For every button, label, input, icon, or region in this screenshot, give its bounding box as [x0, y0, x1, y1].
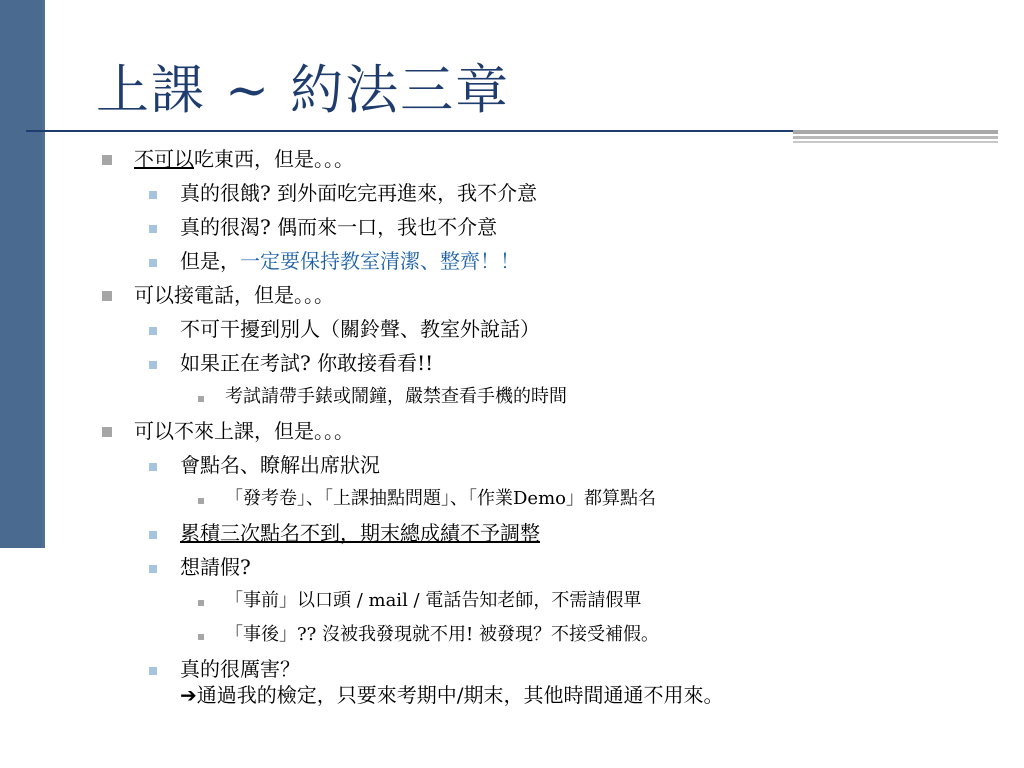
square-bullet-icon: [149, 667, 157, 675]
square-bullet-icon: [149, 463, 157, 471]
item-text: 不可干擾到別人（關鈴聲、教室外說話）: [180, 317, 540, 341]
square-bullet-icon: [102, 427, 112, 437]
square-bullet-icon: [149, 191, 157, 199]
slide-body: [100, 142, 1000, 710]
left-accent-bar: [0, 0, 45, 548]
list-item: [100, 210, 1000, 244]
emphasis-text: 不可以: [134, 147, 194, 171]
item-text: 但是，: [180, 249, 240, 273]
list-item: [100, 584, 1000, 618]
list-item: [100, 482, 1000, 516]
item-text: 想請假?: [180, 555, 251, 579]
square-bullet-icon: [149, 259, 157, 267]
square-bullet-icon: [102, 291, 112, 301]
square-bullet-icon: [198, 498, 204, 504]
square-bullet-icon: [198, 634, 204, 640]
list-item: [100, 516, 1000, 550]
list-item: [100, 448, 1000, 482]
list-item: [100, 142, 1000, 176]
list-item: [100, 176, 1000, 210]
right-arrow-icon: ➔: [180, 683, 197, 707]
list-item: [100, 618, 1000, 652]
list-item: [100, 244, 1000, 278]
item-text: 如果正在考試? 你敢接看看!!: [180, 351, 434, 375]
square-bullet-icon: [149, 225, 157, 233]
list-item: [100, 346, 1000, 380]
item-text: 「事後」?? 沒被我發現就不用! 被發現？不接受補假。: [225, 624, 659, 645]
item-text: 考試請帶手錶或鬧鐘，嚴禁查看手機的時間: [225, 386, 567, 407]
square-bullet-icon: [149, 565, 157, 573]
square-bullet-icon: [102, 155, 112, 165]
emphasis-text: 累積三次點名不到，期末總成績不予調整: [180, 521, 540, 545]
list-item: [100, 414, 1000, 448]
square-bullet-icon: [198, 396, 204, 402]
list-item: [100, 312, 1000, 346]
highlight-text: 一定要保持教室清潔、整齊！！: [240, 249, 520, 273]
list-item: [100, 278, 1000, 312]
item-text: 可以接電話，但是。。。: [134, 283, 334, 307]
item-text: 「事前」以口頭 / mail / 電話告知老師，不需請假單: [225, 590, 642, 611]
square-bullet-icon: [149, 327, 157, 335]
square-bullet-icon: [149, 531, 157, 539]
list-item: [100, 550, 1000, 584]
item-text: 會點名、瞭解出席狀況: [180, 453, 380, 477]
list-item: [100, 380, 1000, 414]
square-bullet-icon: [198, 600, 204, 606]
list-item-continuation: [100, 680, 1000, 710]
item-text: 真的很餓? 到外面吃完再進來，我不介意: [180, 181, 538, 205]
item-text: 吃東西，但是。。。: [194, 147, 354, 171]
slide-title: 上課 ~ 約法三章: [96, 60, 511, 121]
item-text: 通過我的檢定，只要來考期中/期末，其他時間通通不用來。: [196, 683, 724, 707]
square-bullet-icon: [149, 361, 157, 369]
item-text: 「發考卷」、「上課抽點問題」、「作業Demo」都算點名: [225, 488, 656, 509]
item-text: 可以不來上課，但是。。。: [134, 419, 354, 443]
item-text: 真的很渴? 偶而來一口，我也不介意: [180, 215, 498, 239]
item-text: 真的很厲害？: [180, 657, 300, 681]
